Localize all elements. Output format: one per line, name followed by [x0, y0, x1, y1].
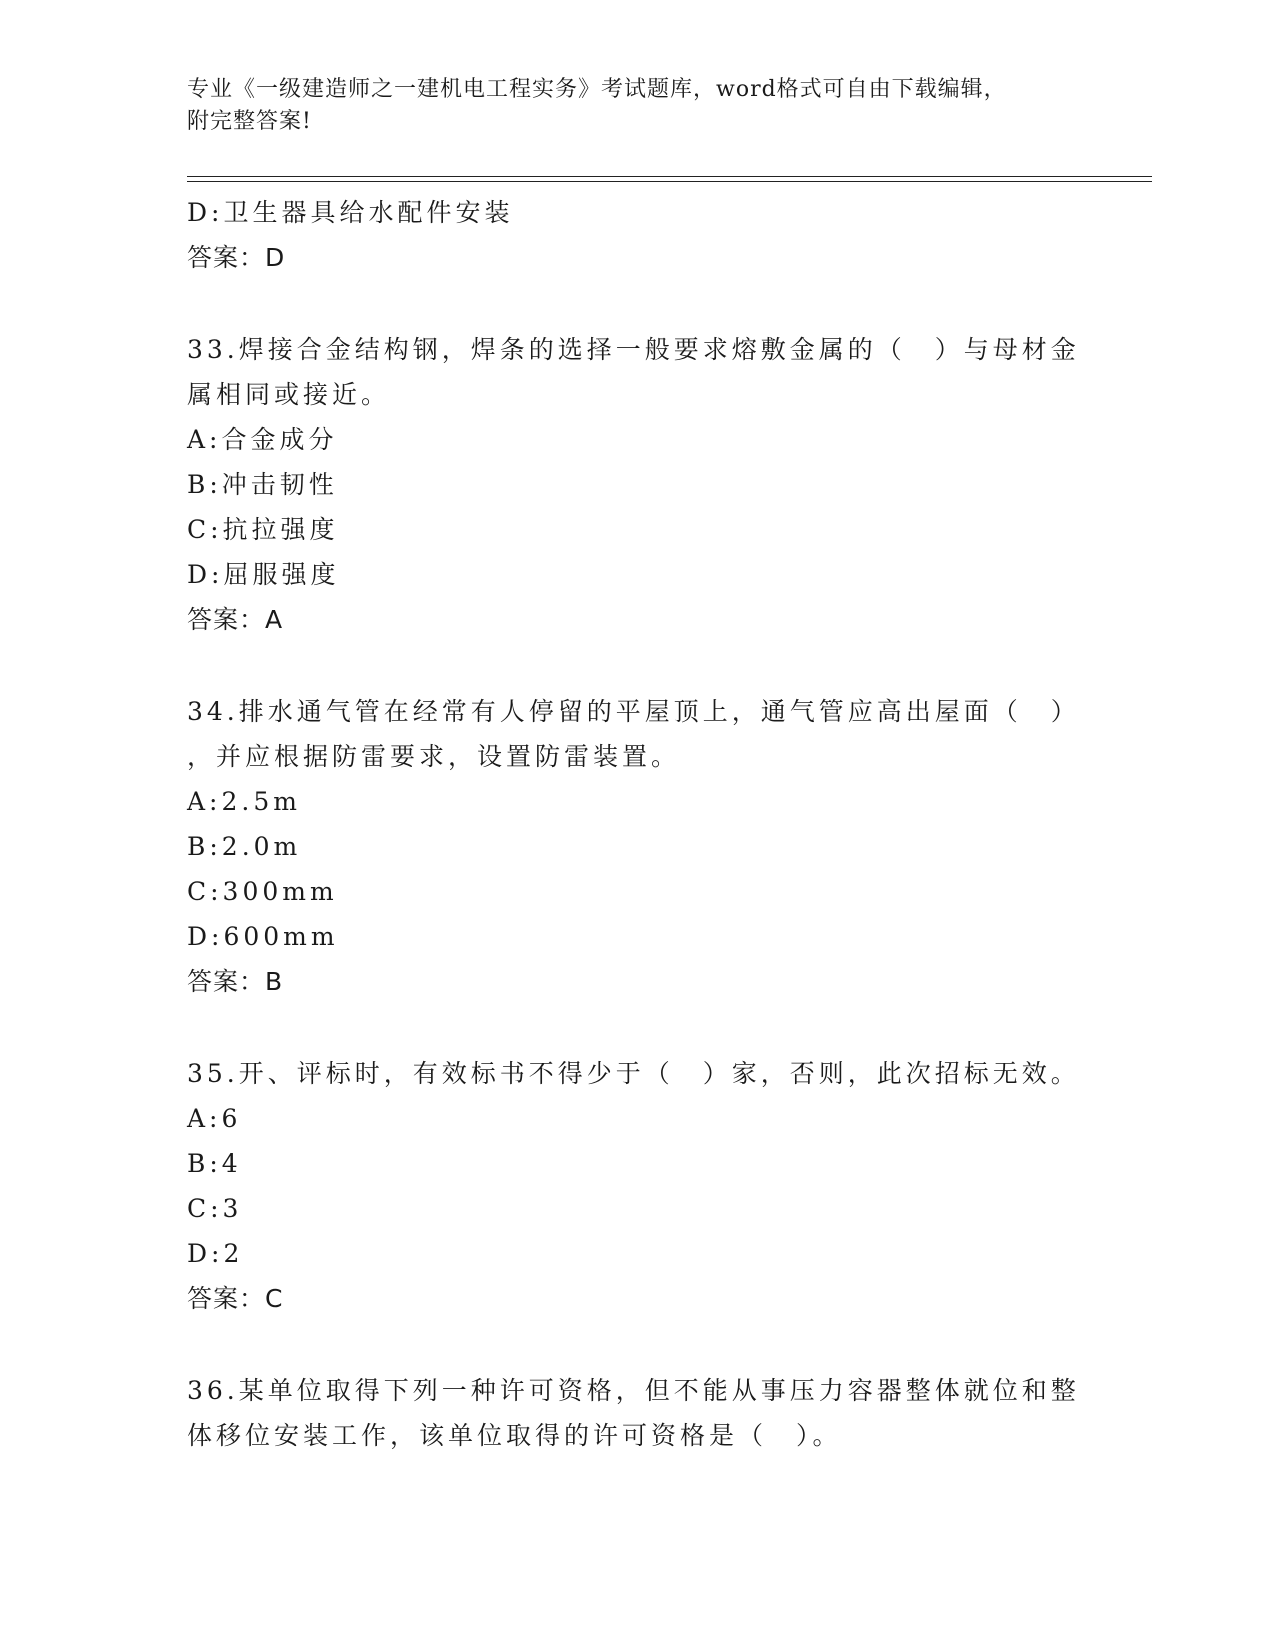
answer-label: 答案：C — [187, 1284, 284, 1313]
question-stem-line-1: 35.开、评标时，有效标书不得少于（ ）家，否则，此次招标无效。 — [187, 1059, 1080, 1088]
header-text-line-1: 专业《一级建造师之一建机电工程实务》考试题库，word格式可自由下载编辑， — [187, 77, 1007, 102]
option-d: D:卫生器具给水配件安装 — [187, 198, 514, 227]
option-b: B:冲击韧性 — [187, 470, 338, 499]
question-stem-line-1: 36.某单位取得下列一种许可资格，但不能从事压力容器整体就位和整 — [187, 1376, 1080, 1405]
option-d: D:2 — [187, 1239, 244, 1268]
answer-label: 答案：D — [187, 243, 286, 272]
option-c: C:300mm — [187, 877, 338, 906]
option-c: C:3 — [187, 1194, 243, 1223]
question-36 — [187, 1368, 1087, 1458]
header-divider-top — [187, 176, 1152, 177]
option-a: A:6 — [187, 1104, 242, 1133]
question-stem-line-1: 34.排水通气管在经常有人停留的平屋顶上，通气管应高出屋面（ ） — [187, 697, 1080, 726]
answer-label: 答案：A — [187, 605, 284, 634]
spacer — [187, 1004, 1087, 1051]
option-b: B:2.0m — [187, 832, 302, 861]
option-b: B:4 — [187, 1149, 242, 1178]
option-d: D:600mm — [187, 922, 339, 951]
spacer — [187, 1321, 1087, 1368]
spacer — [187, 280, 1087, 327]
question-stem-line-2: 属相同或接近。 — [187, 380, 391, 409]
question-list — [187, 190, 1087, 1458]
option-a: A:合金成分 — [187, 425, 338, 454]
question-34 — [187, 689, 1087, 1004]
question-33 — [187, 327, 1087, 642]
option-a: A:2.5m — [187, 787, 301, 816]
header-divider-bottom — [187, 181, 1152, 182]
header-text-line-2: 附完整答案! — [187, 109, 312, 134]
option-c: C:抗拉强度 — [187, 515, 339, 544]
question-stem-line-2: 体移位安装工作，该单位取得的许可资格是（ ）。 — [187, 1421, 842, 1450]
option-d: D:屈服强度 — [187, 560, 340, 589]
question-stem-line-1: 33.焊接合金结构钢，焊条的选择一般要求熔敷金属的（ ）与母材金 — [187, 335, 1080, 364]
question-35 — [187, 1051, 1087, 1321]
page-header — [187, 74, 1087, 138]
question-32-continued — [187, 190, 1087, 280]
spacer — [187, 642, 1087, 689]
question-stem-line-2: ，并应根据防雷要求，设置防雷装置。 — [187, 742, 681, 771]
answer-label: 答案：B — [187, 967, 284, 996]
